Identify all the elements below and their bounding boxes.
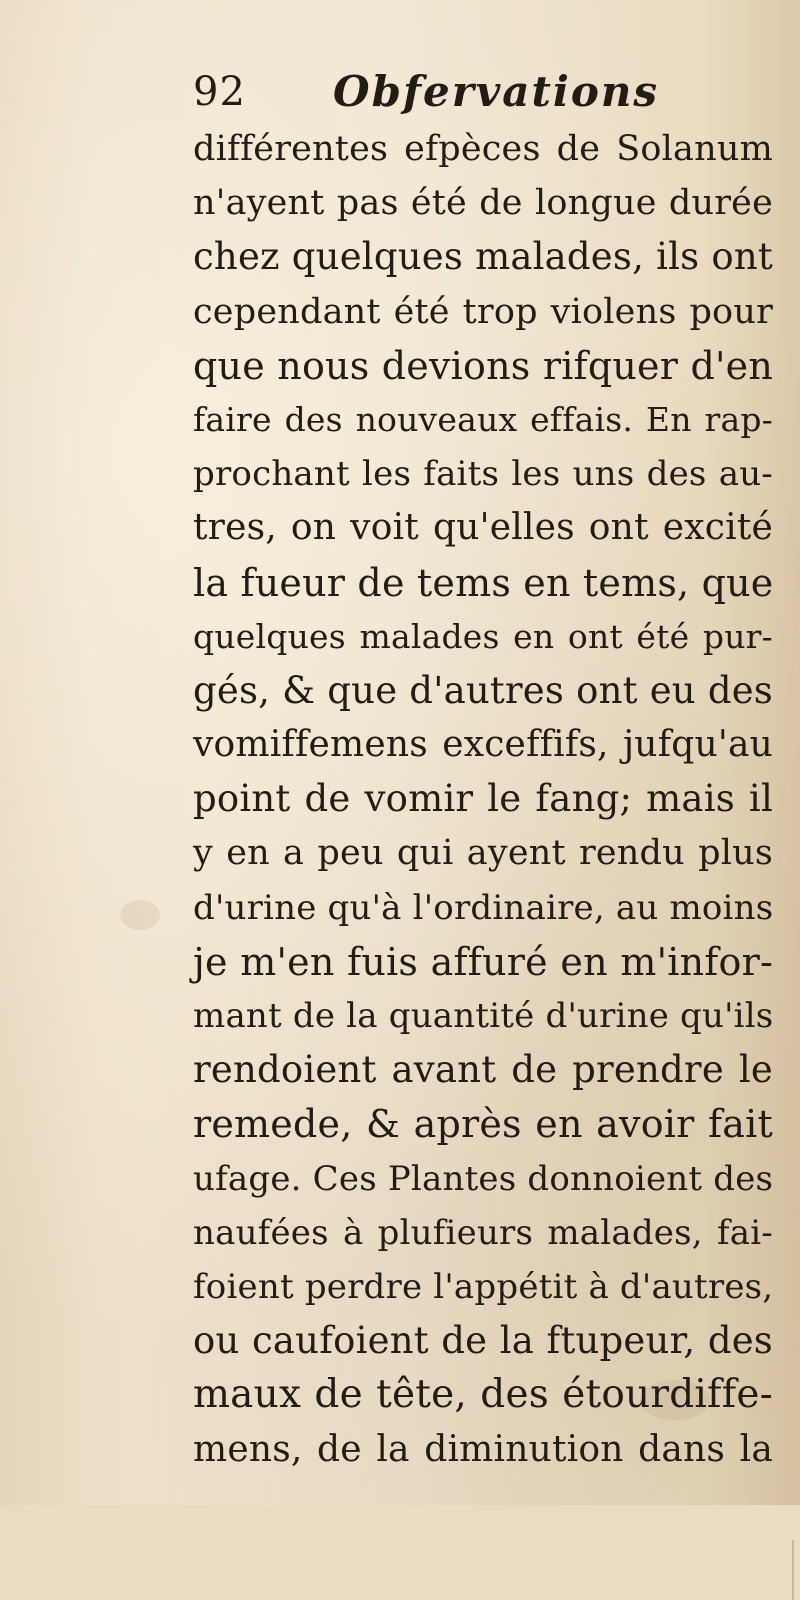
text-line: n'ayent pas été de longue durée (193, 183, 773, 224)
text-line: tres, on voit qu'elles ont excité (193, 507, 773, 549)
text-line: cependant été trop violens pour (193, 291, 773, 332)
text-line: mant de la quantité d'urine qu'ils (193, 996, 774, 1036)
text-line: gés, & que d'autres ont eu des (193, 668, 773, 712)
text-line: différentes efpèces de Solanum (193, 129, 773, 169)
text-line: rendoient avant de prendre le (193, 1048, 773, 1092)
text-line: remede, & après en avoir fait (193, 1102, 773, 1147)
text-line: mens, de la diminution dans la (193, 1428, 773, 1470)
paper-stain (120, 900, 160, 930)
page-number: 92 (193, 69, 246, 115)
text-line: quelques malades en ont été pur- (193, 616, 773, 656)
running-head: Obfervations (333, 67, 660, 116)
text-line: ufage. Ces Plantes donnoient des (193, 1158, 774, 1199)
text-line: je m'en fuis affuré en m'infor- (193, 939, 773, 984)
text-line: ou caufoient de la ftupeur, des (193, 1319, 773, 1363)
page-header (193, 66, 753, 118)
text-line: foient perdre l'appétit à d'autres, (193, 1266, 774, 1307)
text-line: naufées à plufieurs malades, fai- (193, 1212, 773, 1253)
text-line: vomiffemens exceffifs, jufqu'au (193, 724, 773, 766)
text-line: prochant les faits les uns des au- (193, 454, 773, 495)
text-line: que nous devions rifquer d'en (193, 343, 773, 388)
body-text (193, 122, 773, 1477)
text-line: faire des nouveaux effais. En rap- (193, 399, 773, 439)
page-edge-mark (792, 1540, 794, 1600)
text-line: y en a peu qui ayent rendu plus (193, 833, 773, 874)
text-line: maux de tête, des étourdiffe- (193, 1372, 773, 1418)
text-line: point de vomir le fang; mais il (193, 777, 773, 821)
text-line: d'urine qu'à l'ordinaire, au moins (193, 887, 774, 928)
text-line: la fueur de tems en tems, que (193, 560, 774, 605)
text-line: chez quelques malades, ils ont (193, 235, 773, 279)
